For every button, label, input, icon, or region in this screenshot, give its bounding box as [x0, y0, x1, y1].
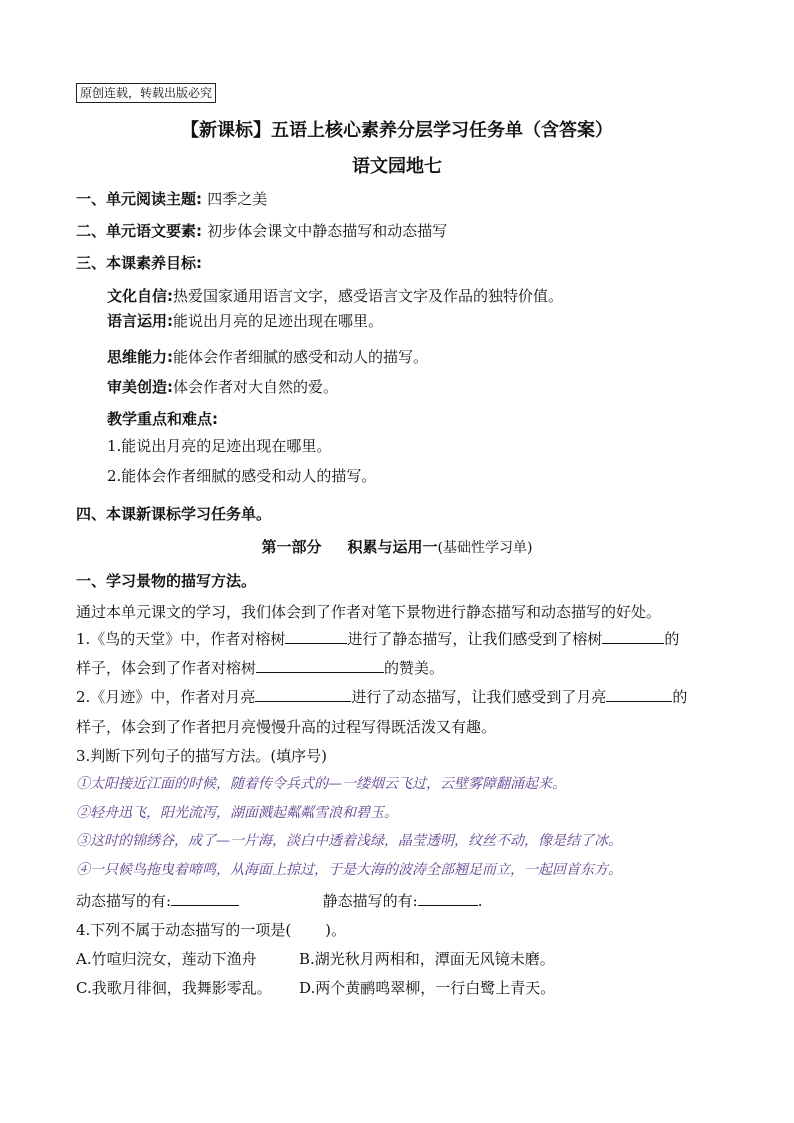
q2-text: 2.《月迹》中，作者对月亮	[76, 688, 256, 706]
part-heading	[0, 536, 794, 557]
goal-value: 能说出月亮的足迹出现在哪里。	[173, 312, 384, 330]
question-1-line-1	[76, 628, 679, 649]
dynamic-label: 动态描写的有:	[76, 892, 172, 910]
goal-value: 能体会作者细腻的感受和动人的描写。	[173, 348, 429, 366]
goal-value: 体会作者对大自然的爱。	[173, 378, 339, 396]
dynamic-answer-blank[interactable]	[171, 891, 239, 906]
sentence-item: ④一只候鸟拖曳着啼鸣，从海面上掠过，于是大海的波涛全部翘足而立，一起回首东方。	[76, 862, 622, 878]
goal-label: 审美创造:	[107, 378, 173, 396]
static-answer-blank[interactable]	[418, 891, 478, 906]
goal-label: 语言运用:	[107, 312, 173, 330]
static-label: 静态描写的有:	[322, 892, 418, 910]
section-literacy-goals: 三、本课素养目标:	[76, 254, 202, 272]
q4-text: 4.下列不属于动态描写的一项是(	[76, 921, 292, 939]
goal-value: 热爱国家通用语言文字，感受语言文字及作品的独特价值。	[173, 287, 564, 305]
question-2-line-1	[76, 686, 687, 707]
answer-blank[interactable]	[256, 658, 384, 673]
sentence-item: ③这时的锦绣谷，成了—一片海，淡白中透着浅绿，晶莹透明，纹丝不动，像是结了冰。	[76, 833, 622, 849]
part-number: 第一部分	[261, 538, 322, 556]
section-task-list: 四、本课新课标学习任务单。	[76, 505, 272, 523]
option-d: D.两个黄鹂鸣翠柳，一行白鹭上青天。	[299, 979, 556, 997]
language-element-value: 初步体会课文中静态描写和动态描写	[207, 222, 448, 240]
goal-aesthetic	[107, 376, 338, 397]
goal-language-use	[107, 310, 383, 331]
q1-text: 进行了静态描写，让我们感受到了榕树	[347, 630, 603, 648]
option-a: A.竹喧归浣女，莲动下渔舟	[76, 950, 257, 968]
answer-blank[interactable]	[602, 629, 664, 644]
keypoint-item: 1.能说出月亮的足迹出现在哪里。	[107, 437, 332, 455]
q1-text: 的	[664, 630, 680, 648]
goal-label: 文化自信:	[107, 287, 173, 305]
answer-blank[interactable]	[285, 629, 347, 644]
question-3-prompt: 3.判断下列句子的描写方法。(填序号)	[76, 747, 328, 765]
goal-cultural-confidence	[107, 285, 563, 306]
q1-text: 样子，体会到了作者对榕树	[76, 659, 257, 677]
q1-text: 的赞美。	[384, 659, 445, 677]
answer-blank[interactable]	[255, 687, 351, 702]
keypoint-item: 2.能体会作者细腻的感受和动人的描写。	[107, 467, 377, 485]
part-subtitle: (基础性学习单)	[437, 540, 533, 556]
question-4-prompt	[76, 919, 346, 940]
static-end: .	[477, 892, 483, 910]
part-title: 积累与运用一	[347, 538, 438, 556]
question-1-line-2	[76, 657, 444, 678]
q2-text: 进行了动态描写，让我们感受到了月亮	[351, 688, 607, 706]
sentence-item: ①太阳接近江面的时候，随着传令兵式的—一缕烟云飞过，云壁雾障翻涌起来。	[76, 776, 566, 792]
option-b: B.湖光秋月两相和，潭面无风镜未磨。	[299, 950, 555, 968]
q2-text: 的	[672, 688, 688, 706]
goal-label: 思维能力:	[107, 348, 173, 366]
answer-blank[interactable]	[606, 687, 672, 702]
question-3-answers	[76, 890, 482, 911]
page-subtitle: 语文园地七	[352, 156, 442, 177]
reading-theme-label: 一、单元阅读主题:	[76, 190, 202, 208]
q4-text: )。	[325, 921, 347, 939]
sentence-item: ②轻舟迅飞，阳光流泻，湖面溅起粼粼雪浪和碧玉。	[76, 805, 398, 821]
keypoints-label: 教学重点和难点:	[107, 410, 218, 428]
keypoints-heading	[107, 408, 218, 429]
section-language-element	[76, 220, 447, 241]
question-section-heading: 一、学习景物的描写方法。	[76, 572, 257, 590]
intro-text: 通过本单元课文的学习，我们体会到了作者对笔下景物进行静态描写和动态描写的好处。	[76, 603, 662, 621]
section-reading-theme	[76, 188, 267, 209]
reading-theme-value: 四季之美	[207, 190, 268, 208]
option-c: C.我歌月徘徊，我舞影零乱。	[76, 979, 272, 997]
q1-text: 1.《鸟的天堂》中，作者对榕树	[76, 630, 286, 648]
copyright-stamp: 原创连载，转载出版必究	[76, 83, 216, 103]
question-2-line-2: 样子，体会到了作者把月亮慢慢升高的过程写得既活泼又有趣。	[76, 718, 497, 736]
page-title: 【新课标】五语上核心素养分层学习任务单（含答案）	[181, 120, 613, 141]
goal-thinking	[107, 346, 428, 367]
language-element-label: 二、单元语文要素:	[76, 222, 202, 240]
